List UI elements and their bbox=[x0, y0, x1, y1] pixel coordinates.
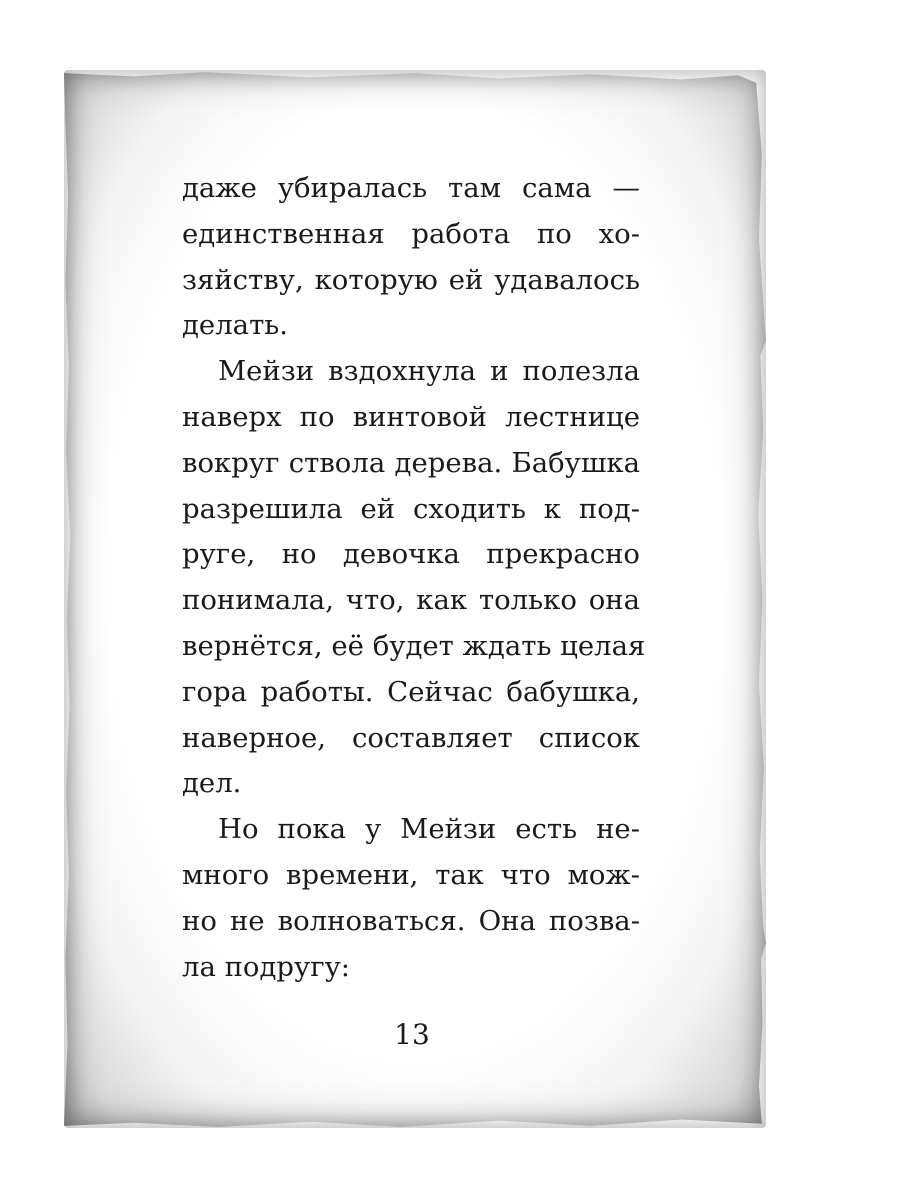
text-line: ла подругу: bbox=[182, 950, 351, 983]
text-line: наверное, составляет список bbox=[182, 721, 640, 754]
text-line: вернётся, её будет ждать целая bbox=[182, 629, 646, 662]
text-line: Но пока у Мейзи есть не- bbox=[218, 813, 640, 846]
text-line: понимала, что, как только она bbox=[182, 584, 640, 617]
text-line: но не волноваться. Она позва- bbox=[182, 904, 640, 937]
text-line: делать. bbox=[182, 309, 288, 342]
text-line: гора работы. Сейчас бабушка, bbox=[182, 675, 640, 708]
page-number: 13 bbox=[394, 1018, 430, 1051]
text-line: даже убиралась там сама — bbox=[182, 172, 640, 204]
text-line: вокруг ствола дерева. Бабушка bbox=[182, 446, 640, 479]
text-line: зяйству, которую ей удавалось bbox=[182, 263, 640, 296]
text-line: Мейзи вздохнула и полезла bbox=[218, 355, 640, 388]
text-line: руге, но девочка прекрасно bbox=[182, 538, 640, 571]
text-line: разрешила ей сходить к под- bbox=[182, 492, 640, 525]
text-line: единственная работа по хо- bbox=[182, 217, 640, 250]
text-line: много времени, так что мож- bbox=[182, 858, 640, 891]
text-line: наверх по винтовой лестнице bbox=[182, 400, 640, 433]
text-line: дел. bbox=[182, 767, 242, 800]
body-text bbox=[182, 166, 646, 990]
